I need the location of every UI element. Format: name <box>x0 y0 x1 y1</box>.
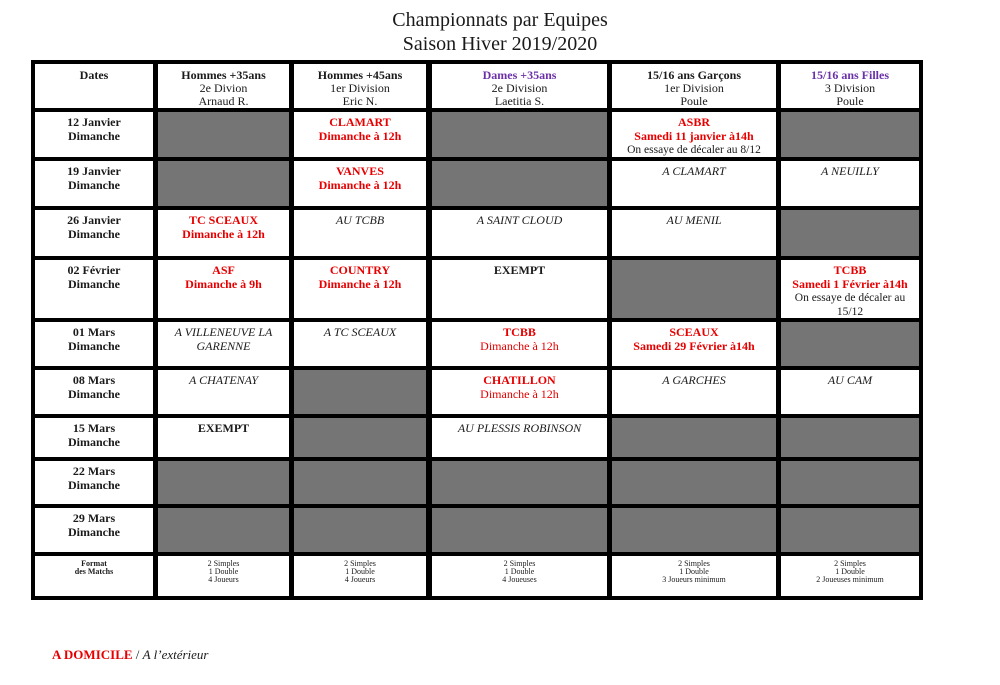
format-line: 4 Joueurs <box>208 575 239 584</box>
away-opponent: A CLAMART <box>662 164 726 178</box>
match-time: Dimanche à 12h <box>480 387 559 401</box>
home-match-cell <box>612 322 776 366</box>
format-cell <box>158 556 289 596</box>
home-opponent: ASBR <box>677 115 710 129</box>
no-match-cell <box>432 461 607 504</box>
away-opponent: A TC SCEAUX <box>323 325 397 339</box>
exempt-label: EXEMPT <box>197 421 250 435</box>
no-match-cell <box>612 260 776 318</box>
no-match-cell <box>781 461 919 504</box>
day-label: Dimanche <box>68 478 120 492</box>
away-match-cell <box>158 370 289 414</box>
no-match-cell <box>612 508 776 552</box>
home-opponent: TCBB <box>833 263 867 277</box>
away-match-cell <box>294 322 426 366</box>
format-line: 1 Double <box>208 567 239 576</box>
no-match-cell <box>294 370 426 414</box>
format-line: 2 Simples <box>678 559 710 568</box>
team-division: 3 Division <box>824 81 876 95</box>
no-match-cell <box>158 508 289 552</box>
match-time: Dimanche à 12h <box>182 227 265 241</box>
away-match-cell <box>612 161 776 206</box>
home-match-cell <box>158 260 289 318</box>
home-opponent: TC SCEAUX <box>188 213 258 227</box>
away-opponent: AU TCBB <box>335 213 385 227</box>
header-dates-label: Dates <box>79 68 109 82</box>
date-cell <box>35 161 153 206</box>
away-match-cell <box>781 161 919 206</box>
date-label: 12 Janvier <box>67 115 121 129</box>
home-match-cell <box>612 112 776 157</box>
date-label: 26 Janvier <box>67 213 121 227</box>
exempt-label: EXEMPT <box>493 263 546 277</box>
no-match-cell <box>781 112 919 157</box>
no-match-cell <box>432 161 607 206</box>
no-match-cell <box>612 418 776 457</box>
team-captain: Poule <box>836 94 864 108</box>
format-label-cell <box>35 556 153 596</box>
team-name: Hommes +35ans <box>181 68 266 82</box>
away-opponent: A NEUILLY <box>821 164 879 178</box>
team-captain: Laetitia S. <box>494 94 545 108</box>
day-label: Dimanche <box>68 387 120 401</box>
date-cell <box>35 112 153 157</box>
no-match-cell <box>432 508 607 552</box>
team-name: 15/16 ans Filles <box>810 68 889 82</box>
date-cell <box>35 370 153 414</box>
team-captain: Poule <box>680 94 708 108</box>
no-match-cell <box>158 112 289 157</box>
legend-separator: / <box>132 647 143 662</box>
match-time: Dimanche à 12h <box>480 339 559 353</box>
format-cell <box>294 556 426 596</box>
home-opponent: CHATILLON <box>483 373 556 387</box>
header-team <box>781 64 919 108</box>
date-label: 19 Janvier <box>67 164 121 178</box>
home-opponent: ASF <box>212 263 235 277</box>
format-line: 2 Joueuses minimum <box>816 575 884 584</box>
format-cell <box>432 556 607 596</box>
legend <box>52 647 209 662</box>
away-match-cell <box>612 210 776 256</box>
header-team <box>294 64 426 108</box>
format-line: 1 Double <box>345 567 375 576</box>
day-label: Dimanche <box>68 525 120 539</box>
away-opponent: AU PLESSIS ROBINSON <box>457 421 582 435</box>
exempt-cell <box>158 418 289 457</box>
no-match-cell <box>432 112 607 157</box>
team-division: 1er Division <box>664 81 724 95</box>
team-division: 1er Division <box>330 81 390 95</box>
format-line: 2 Simples <box>207 559 240 568</box>
away-opponent: A VILLENEUVE LA GARENNE <box>174 325 273 353</box>
day-label: Dimanche <box>68 178 120 192</box>
format-cell <box>781 556 919 596</box>
match-time: Dimanche à 12h <box>318 129 402 143</box>
date-cell <box>35 461 153 504</box>
date-label: 01 Mars <box>72 325 116 339</box>
format-line: 1 Double <box>835 567 865 576</box>
day-label: Dimanche <box>68 339 120 353</box>
team-captain: Eric N. <box>342 94 378 108</box>
reschedule-note: On essaye de décaler au 8/12 <box>627 144 761 156</box>
no-match-cell <box>294 461 426 504</box>
team-name: 15/16 ans Garçons <box>646 68 741 82</box>
home-opponent: TCBB <box>503 325 536 339</box>
match-time: Samedi 29 Février à14h <box>633 339 755 353</box>
format-line: 2 Simples <box>344 559 376 568</box>
day-label: Dimanche <box>68 435 120 449</box>
no-match-cell <box>781 322 919 366</box>
match-time: Dimanche à 9h <box>185 277 262 291</box>
format-line: 4 Joueurs <box>344 575 376 584</box>
date-label: 15 Mars <box>72 421 116 435</box>
date-label: 29 Mars <box>72 511 116 525</box>
away-match-cell <box>612 370 776 414</box>
no-match-cell <box>781 508 919 552</box>
format-line: 1 Double <box>504 567 535 576</box>
away-opponent: AU MENIL <box>666 213 722 227</box>
date-cell <box>35 418 153 457</box>
date-label: 08 Mars <box>72 373 116 387</box>
date-cell <box>35 322 153 366</box>
match-time: Dimanche à 12h <box>318 277 402 291</box>
no-match-cell <box>781 418 919 457</box>
match-time: Samedi 1 Février à14h <box>792 277 908 291</box>
no-match-cell <box>158 161 289 206</box>
format-label: des Matchs <box>74 567 114 576</box>
no-match-cell <box>612 461 776 504</box>
away-match-cell <box>294 210 426 256</box>
header-dates <box>35 64 153 108</box>
match-time: Dimanche à 12h <box>318 178 402 192</box>
home-match-cell <box>294 112 426 157</box>
header-team <box>432 64 607 108</box>
team-division: 2e Division <box>491 81 548 95</box>
day-label: Dimanche <box>68 227 120 241</box>
legend-away: A l’extérieur <box>142 647 209 662</box>
team-captain: Arnaud R. <box>198 94 249 108</box>
date-cell <box>35 508 153 552</box>
format-line: 1 Double <box>679 567 709 576</box>
page-title: Championnats par Equipes <box>392 9 608 31</box>
home-match-cell <box>294 260 426 318</box>
date-label: 22 Mars <box>72 464 116 478</box>
header-team <box>158 64 289 108</box>
date-cell <box>35 260 153 318</box>
away-match-cell <box>432 418 607 457</box>
home-opponent: SCEAUX <box>669 325 719 339</box>
header-team <box>612 64 776 108</box>
home-match-cell <box>432 370 607 414</box>
team-name: Dames +35ans <box>482 68 557 82</box>
page-subtitle: Saison Hiver 2019/2020 <box>402 33 598 55</box>
format-line: 2 Simples <box>503 559 536 568</box>
match-time: Samedi 11 janvier à14h <box>634 129 754 143</box>
away-opponent: A GARCHES <box>662 373 726 387</box>
away-opponent: A SAINT CLOUD <box>476 213 563 227</box>
home-match-cell <box>294 161 426 206</box>
exempt-cell <box>432 260 607 318</box>
home-match-cell <box>432 322 607 366</box>
no-match-cell <box>294 508 426 552</box>
format-line: 3 Joueurs minimum <box>662 575 726 584</box>
home-match-cell <box>781 260 919 318</box>
no-match-cell <box>781 210 919 256</box>
format-line: 4 Joueuses <box>502 575 537 584</box>
home-opponent: VANVES <box>336 164 384 178</box>
home-opponent: COUNTRY <box>329 263 391 277</box>
day-label: Dimanche <box>68 277 120 291</box>
day-label: Dimanche <box>68 129 120 143</box>
team-division: 2e Divion <box>199 81 248 95</box>
format-line: 2 Simples <box>834 559 866 568</box>
team-name: Hommes +45ans <box>317 68 403 82</box>
no-match-cell <box>294 418 426 457</box>
reschedule-note: On essaye de décaler au 15/12 <box>794 292 906 318</box>
format-cell <box>612 556 776 596</box>
away-match-cell <box>432 210 607 256</box>
away-match-cell <box>781 370 919 414</box>
date-cell <box>35 210 153 256</box>
away-opponent: AU CAM <box>827 373 873 387</box>
home-opponent: CLAMART <box>329 115 391 129</box>
schedule-table <box>31 60 923 600</box>
away-match-cell <box>158 322 289 366</box>
no-match-cell <box>158 461 289 504</box>
home-match-cell <box>158 210 289 256</box>
date-label: 02 Février <box>67 263 121 277</box>
legend-home: A DOMICILE <box>52 647 133 662</box>
away-opponent: A CHATENAY <box>188 373 259 387</box>
format-label: Format <box>81 559 107 568</box>
